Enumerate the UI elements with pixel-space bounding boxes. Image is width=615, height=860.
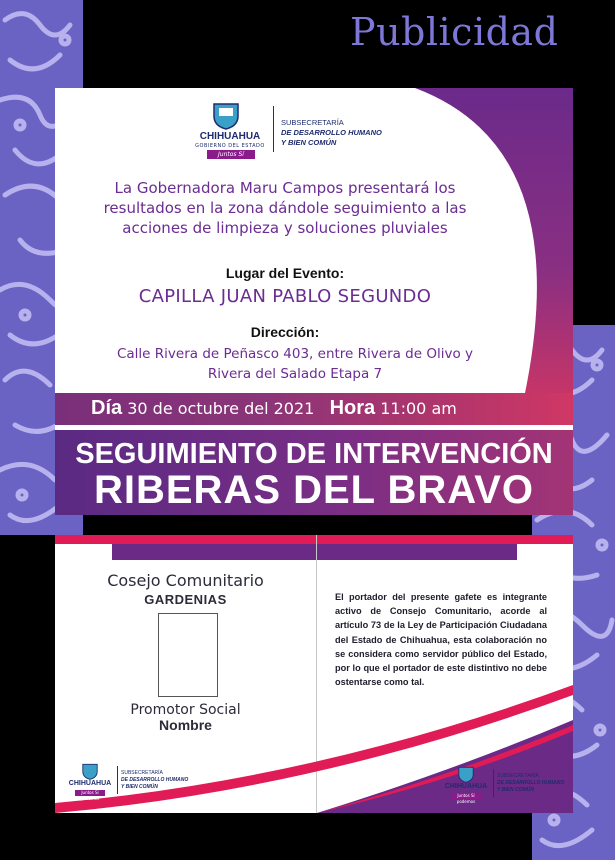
mini-logo-brand: CHIHUAHUA <box>68 780 112 787</box>
dept-line-2: DE DESARROLLO HUMANO <box>281 128 382 137</box>
council-name: GARDENIAS <box>144 592 227 607</box>
mini-logo-tagline: Juntos Sí podemos <box>451 793 481 799</box>
mini-dept-line-2: DE DESARROLLO HUMANO <box>497 780 565 786</box>
mini-dept-line-2: DE DESARROLLO HUMANO <box>121 777 189 783</box>
event-title-line-2: RIBERAS DEL BRAVO <box>93 468 534 512</box>
logo-department <box>281 118 431 148</box>
place-value: CAPILLA JUAN PABLO SEGUNDO <box>138 286 432 307</box>
mini-dept-line-1: SUBSECRETARÍA <box>121 770 163 776</box>
address-value: Calle Rivera de Peñasco 403, entre Rivera de Olivo y Rivera del Salado Etapa 7 <box>116 346 474 382</box>
title-band <box>55 430 573 515</box>
mini-dept-line-1: SUBSECRETARÍA <box>497 773 539 779</box>
intro-text: La Gobernadora Maru Campos presentará los resultados en la zona dándole seguimiento a las acciones de limpieza y soluciones pluviales <box>103 179 467 237</box>
mini-logo-department <box>121 770 201 791</box>
mini-logo-brand: CHIHUAHUA <box>444 783 488 790</box>
logo-brand: CHIHUAHUA <box>199 131 261 142</box>
photo-placeholder <box>158 613 218 697</box>
dept-line-1: SUBSECRETARÍA <box>281 118 344 127</box>
day-value: 30 de octubre del 2021 <box>127 399 315 418</box>
place-label: Lugar del Evento: <box>225 265 345 281</box>
event-title-line-1: SEGUIMIENTO DE INTERVENCIÓN <box>75 438 553 470</box>
mini-logo-divider <box>493 769 494 797</box>
badge-card <box>55 535 573 813</box>
shield-icon <box>81 763 99 780</box>
page-title: Publicidad <box>350 10 559 54</box>
mini-logo-divider <box>117 766 118 794</box>
mini-logo-tagline: Juntos Sí podemos <box>75 790 105 796</box>
invitation-card <box>55 88 573 515</box>
name-label: Nombre <box>159 717 212 733</box>
date-band <box>55 393 573 425</box>
logo-brand-sub: GOBIERNO DEL ESTADO <box>195 143 265 149</box>
badge-logo-left <box>67 763 197 803</box>
mini-dept-line-3: Y BIEN COMÚN <box>121 784 158 790</box>
day-label: Día <box>91 397 123 419</box>
legal-text: El portador del presente gafete es integrante activo de Consejo Comunitario, acorde al artículo 73 de la Ley de Participación Ciudadana del Estado de Chihuahua, esta colaboración no se considera como servidor público del Estado, por lo que el portador de este distintivo no debe ostentarse como tal. <box>335 592 547 688</box>
council-label: Cosejo Comunitario <box>107 571 264 590</box>
mini-dept-line-3: Y BIEN COMÚN <box>497 787 534 793</box>
dept-line-3: Y BIEN COMÚN <box>281 138 337 147</box>
mini-logo-department <box>497 773 573 794</box>
address-label: Dirección: <box>250 324 320 340</box>
date-time <box>91 397 457 420</box>
role-label: Promotor Social <box>130 702 241 718</box>
time-label: Hora <box>329 397 376 419</box>
government-logo <box>195 98 435 167</box>
logo-divider <box>273 106 274 152</box>
shield-icon <box>211 102 241 130</box>
logo-tagline: Juntos Sí podemos <box>207 150 255 159</box>
time-value: 11:00 am <box>380 399 457 418</box>
badge-logo-right <box>443 766 573 806</box>
shield-icon <box>457 766 475 783</box>
